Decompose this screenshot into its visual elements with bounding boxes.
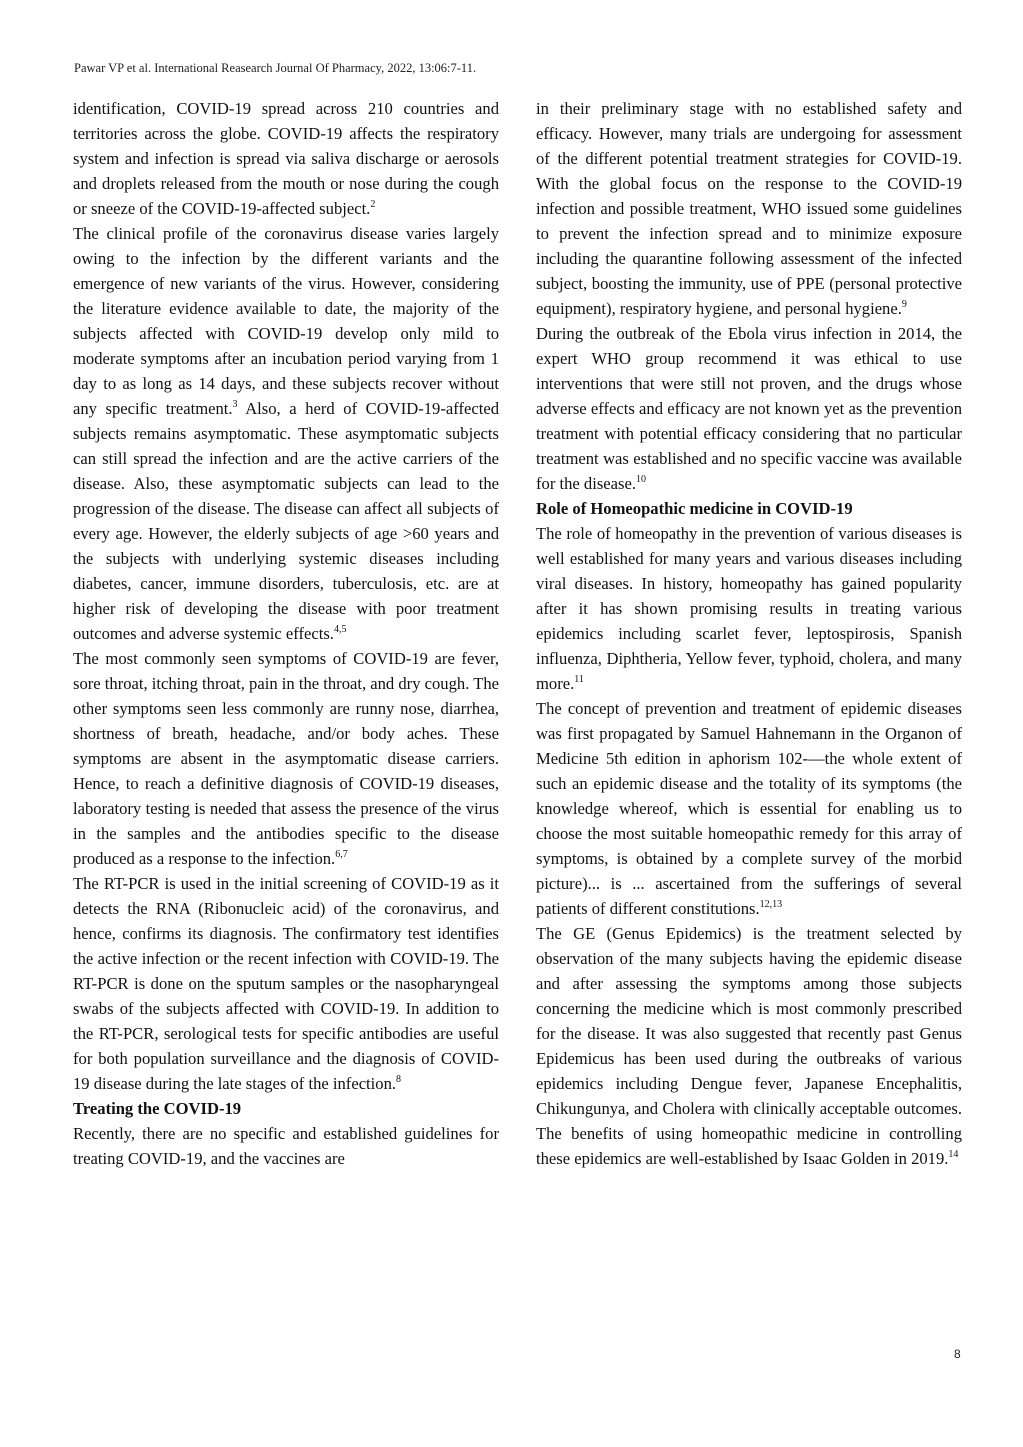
left-column bbox=[73, 96, 499, 1171]
paragraph: The clinical profile of the coronavirus disease varies largely owing to the infection by the different variants and the emergence of new variants of the virus. However, considering the literature evidence available to date, the majority of the subjects affected with COVID-19 develop only mild to moderate symptoms after an incubation period varying from 1 day to as long as 14 days, and these subjects recover without any specific treatment.$^3$ Also, a herd of COVID-19-affected subjects remains asymptomatic. These asymptomatic subjects can still spread the infection and are the active carriers of the disease. Also, these asymptomatic subjects can lead to the progression of the disease. The disease can affect all subjects of every age. However, the elderly subjects of age >60 years and the subjects with underlying systemic diseases including diabetes, cancer, immune disorders, tuberculosis, etc. are at higher risk of developing the disease with poor treatment outcomes and adverse systemic effects.$^{4,5}$ bbox=[73, 224, 499, 643]
paragraph: The role of homeopathy in the prevention of various diseases is well established for many years and various diseases including viral diseases. In history, homeopathy has gained popularity after it has shown promising results in treating various epidemics including scarlet fever, leptospirosis, Spanish influenza, Diphtheria, Yellow fever, typhoid, cholera, and many more.$^{11}$ bbox=[536, 524, 962, 693]
paragraph: The RT-PCR is used in the initial screening of COVID-19 as it detects the RNA (Ribonucleic acid) of the coronavirus, and hence, confirms its diagnosis. The confirmatory test identifies the active infection or the recent infection with COVID-19. The RT-PCR is done on the sputum samples or the nasopharyngeal swabs of the subjects affected with COVID-19. In addition to the RT-PCR, serological tests for specific antibodies are useful for both population surveillance and the diagnosis of COVID-19 disease during the late stages of the infection.$^8$ bbox=[73, 874, 499, 1093]
citation: 14 bbox=[948, 1149, 959, 1160]
page-number: 8 bbox=[954, 1347, 961, 1361]
citation: 9 bbox=[901, 299, 907, 310]
paragraph: During the outbreak of the Ebola virus infection in 2014, the expert WHO group recommend it was ethical to use interventions that were still not proven, and the drugs whose adverse effects and efficacy are not known yet as the prevention treatment with potential efficacy considering that no particular treatment was established and no specific vaccine was available for the disease.$^{10}$ bbox=[536, 324, 962, 493]
citation: 8 bbox=[396, 1074, 402, 1085]
paragraph: The most commonly seen symptoms of COVID-19 are fever, sore throat, itching throat, pain in the throat, and dry cough. The other symptoms seen less commonly are runny nose, diarrhea, shortness of breath, headache, and/or body aches. These symptoms are absent in the asymptomatic disease carriers. Hence, to reach a definitive diagnosis of COVID-19 diseases, laboratory testing is needed that assess the presence of the virus in the samples and the antibodies specific to the disease produced as a response to the infection.$^{6,7}$ bbox=[73, 649, 499, 868]
paragraph: The GE (Genus Epidemics) is the treatment selected by observation of the many subjects having the epidemic disease and after assessing the symptoms among those subjects concerning the medicine which is most commonly prescribed for the disease. It was also suggested that recently past Genus Epidemicus has been used during the outbreaks of various epidemics including Dengue fever, Japanese Encephalitis, Chikungunya, and Cholera with clinically acceptable outcomes. The benefits of using homeopathic medicine in controlling these epidemics are well-established by Isaac Golden in 2019.14 bbox=[536, 924, 962, 1168]
citation: 4,5 bbox=[333, 624, 347, 635]
citation: 2 bbox=[370, 199, 376, 210]
citation: 11 bbox=[574, 674, 584, 685]
paragraph: identification, COVID-19 spread across 210 countries and territories across the globe. COVID-19 affects the respiratory system and infection is spread via saliva discharge or aerosols and droplets released from the mouth or nose during the cough or sneeze of the COVID-19-affected subject.$^2$ bbox=[73, 99, 499, 218]
citation: 6,7 bbox=[335, 849, 348, 860]
citation: 3 bbox=[232, 399, 238, 410]
citation: 10 bbox=[635, 474, 646, 485]
paragraph: in their preliminary stage with no established safety and efficacy. However, many trials are undergoing for assessment of the different potential treatment strategies for COVID-19. With the global focus on the response to the COVID-19 infection and possible treatment, WHO issued some guidelines to prevent the infection spread and to minimize exposure including the quarantine following assessment of the infected subject, boosting the immunity, use of PPE (personal protective equipment), respiratory hygiene, and personal hygiene.$^9$ bbox=[536, 99, 962, 318]
section-heading: Treating the COVID-19 bbox=[73, 1099, 242, 1118]
paragraph: Recently, there are no specific and established guidelines for treating COVID-19, and the vaccines are bbox=[73, 1124, 499, 1168]
right-column bbox=[536, 96, 962, 1171]
citation: 12,13 bbox=[759, 899, 783, 910]
section-heading: Role of Homeopathic medicine in COVID-19 bbox=[536, 499, 853, 518]
running-header: Pawar VP et al. International Reasearch Journal Of Pharmacy, 2022, 13:06:7-11. bbox=[74, 61, 477, 75]
paragraph: The concept of prevention and treatment of epidemic diseases was first propagated by Samuel Hahnemann in the Organon of Medicine 5th edition in aphorism 102-―the whole extent of such an epidemic disease and the totality of its symptoms (the knowledge whereof, which is essential for enabling us to choose the most suitable homeopathic remedy for this array of symptoms, is obtained by a complete survey of the morbid picture)... is ... ascertained from the sufferings of several patients of different constitutions.$^{12,13}$ bbox=[536, 699, 962, 918]
